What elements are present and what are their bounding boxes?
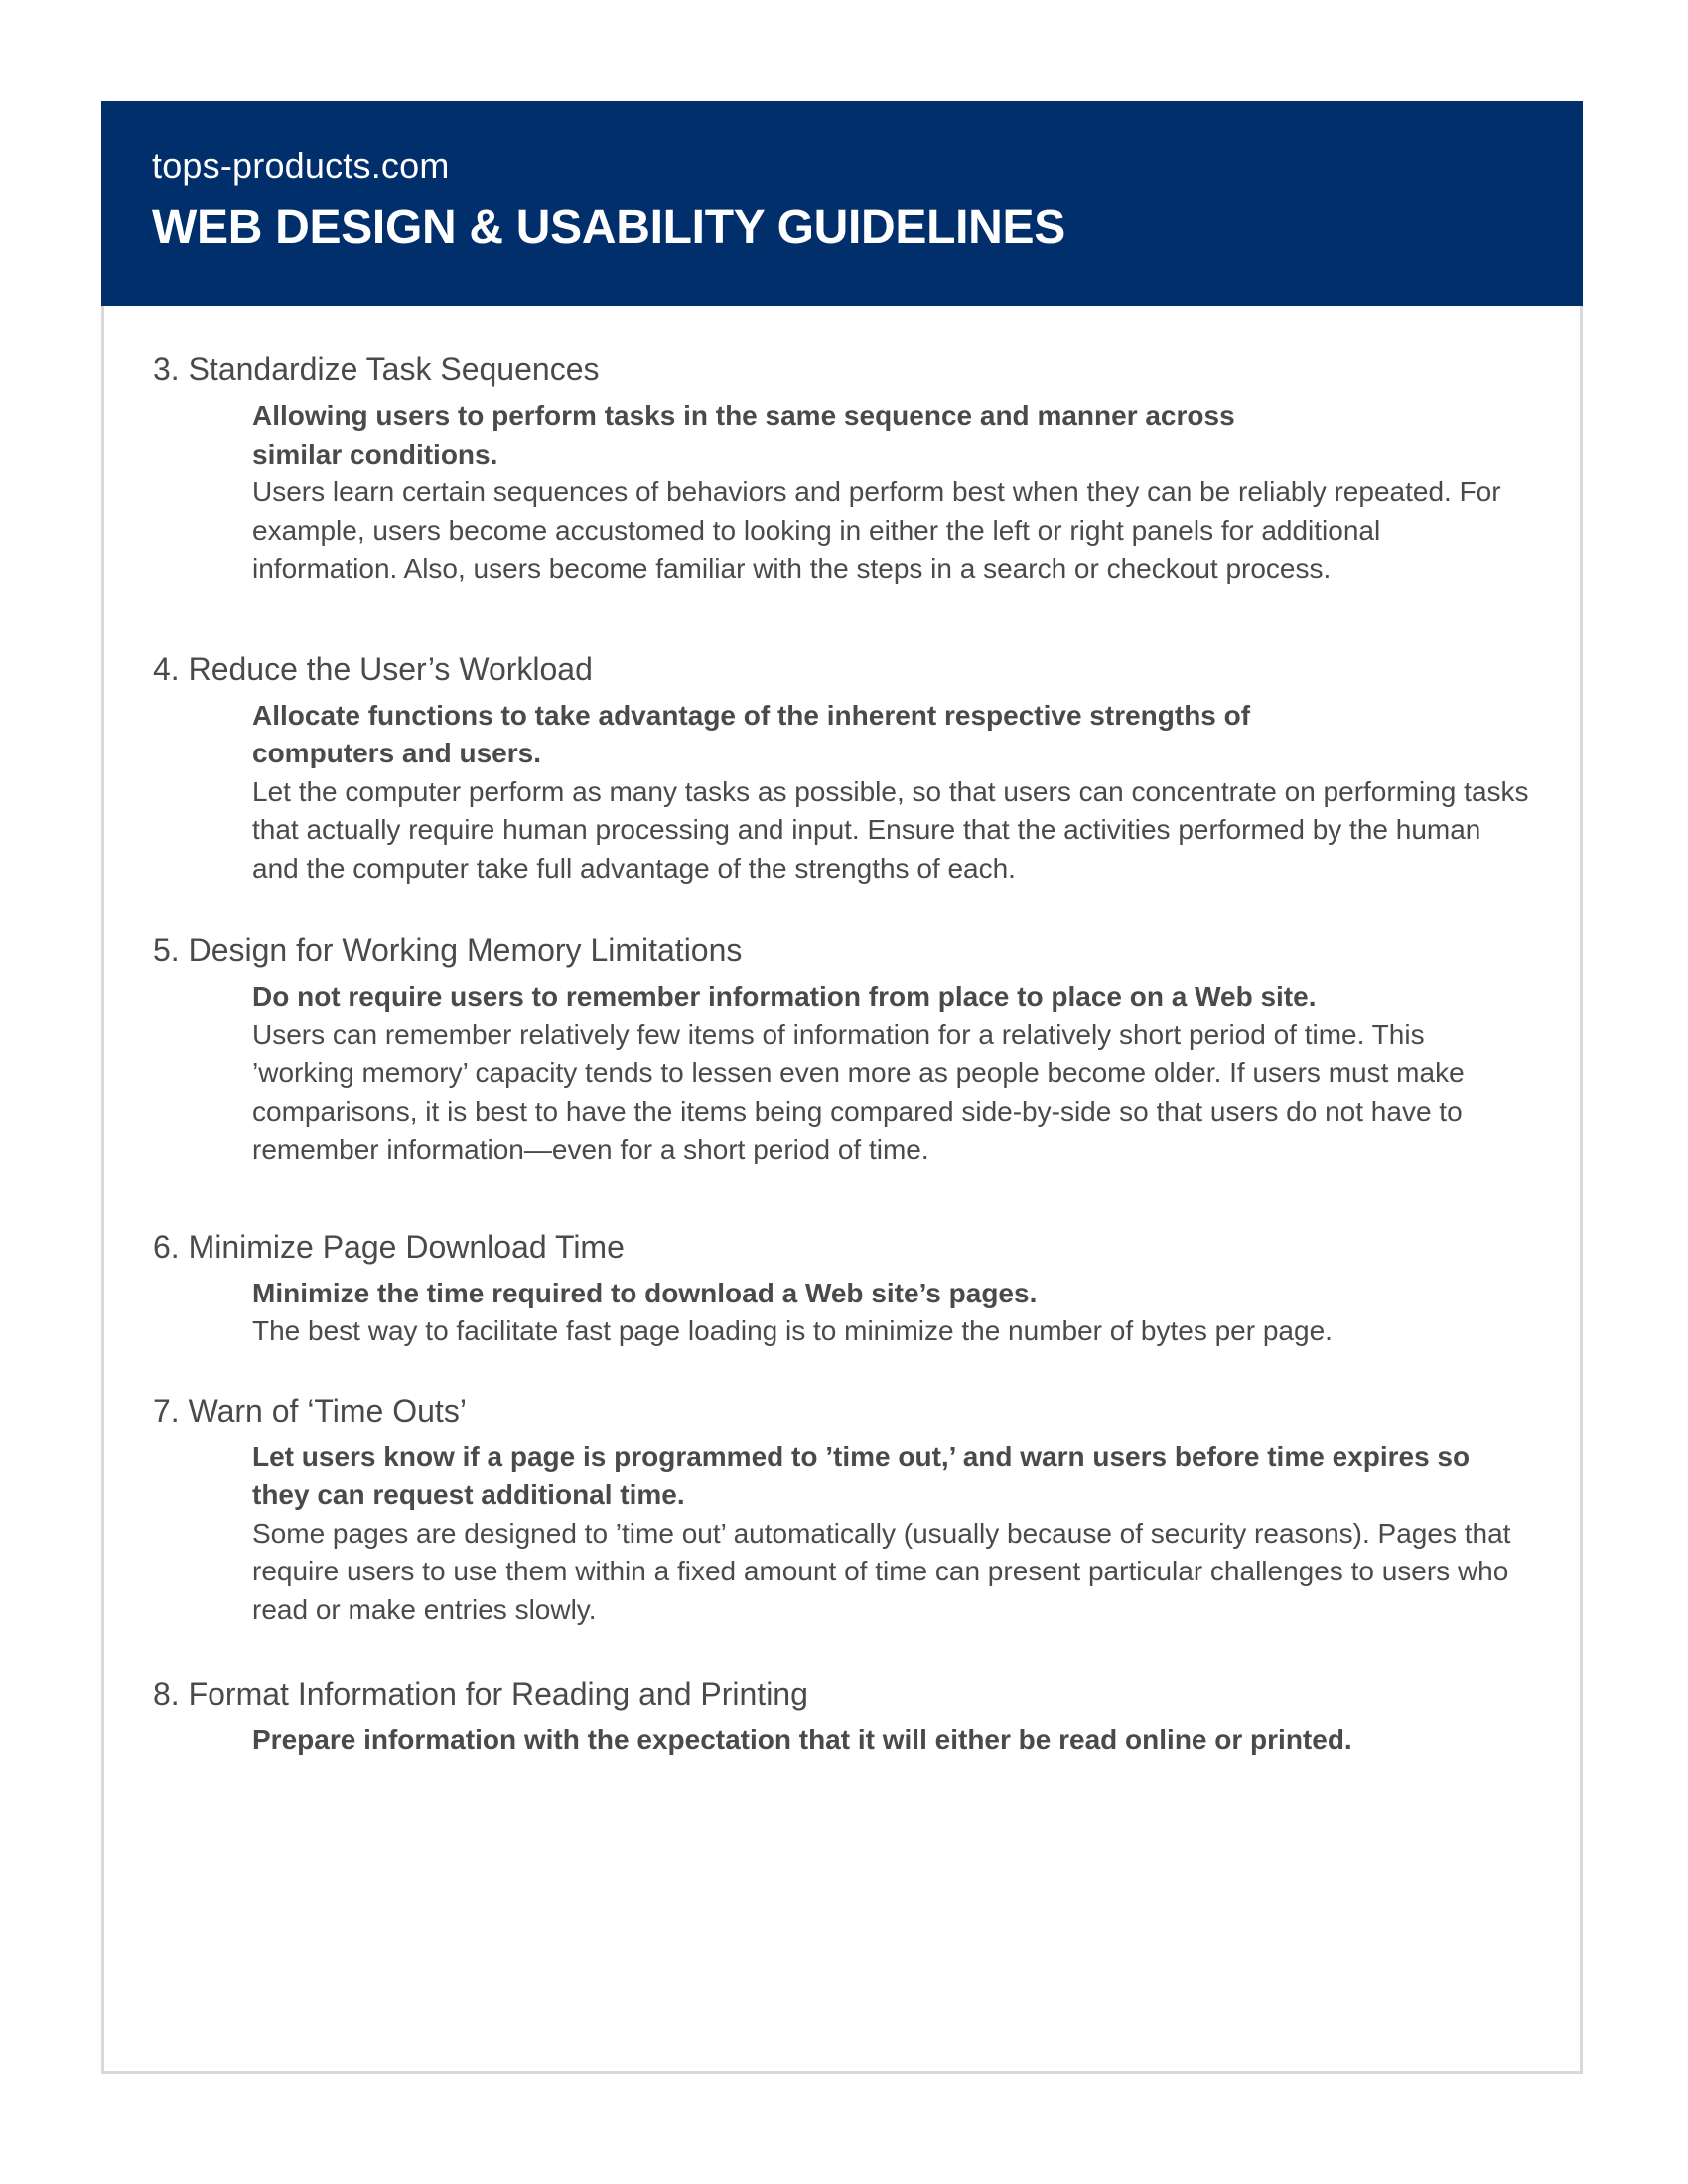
section-summary: Allowing users to perform tasks in the same sequence and manner across similar conditions. xyxy=(252,400,1235,470)
section-body xyxy=(252,978,1523,1169)
guidelines-content xyxy=(153,349,1529,1760)
section-body xyxy=(252,397,1523,589)
section-detail: Some pages are designed to ’time out’ automatically (usually because of security reasons). Pages that require users to use them within a fixed amount of time can present particular challenges to users who read or make entries slowly. xyxy=(252,1517,1511,1625)
guideline-section xyxy=(153,649,1529,888)
section-summary: Do not require users to remember information from place to place on a Web site. xyxy=(252,981,1317,1012)
section-heading: 3. Standardize Task Sequences xyxy=(153,351,600,387)
section-body xyxy=(252,1721,1523,1760)
section-detail: The best way to facilitate fast page loading is to minimize the number of bytes per page. xyxy=(252,1315,1333,1346)
section-summary: Let users know if a page is programmed to ’time out,’ and warn users before time expires so they can request additional time. xyxy=(252,1440,1471,1510)
header-band xyxy=(101,101,1583,306)
section-heading: 5. Design for Working Memory Limitations xyxy=(153,932,743,968)
section-summary: Prepare information with the expectation that it will either be read online or printed. xyxy=(252,1724,1352,1755)
section-detail: Users can remember relatively few items of information for a relatively short period of time. This ’working memory’ capacity tends to lessen even more as people become older. If users must make comparisons, it is best to have the items being compared side-by-side so that users do not have to remember information—even for a short period of time. xyxy=(252,1019,1465,1164)
section-heading: 8. Format Information for Reading and Printing xyxy=(153,1676,808,1711)
guideline-section xyxy=(153,349,1523,589)
site-name: tops-products.com xyxy=(152,145,450,186)
section-detail: Users learn certain sequences of behaviors and perform best when they can be reliably repeated. For example, users become accustomed to looking in either the left or right panels for additional information. Also, users become familiar with the steps in a search or checkout process. xyxy=(252,477,1501,584)
document-title: WEB DESIGN & USABILITY GUIDELINES xyxy=(152,202,1065,254)
guideline-section xyxy=(153,930,1523,1169)
guideline-section xyxy=(153,1391,1523,1630)
section-heading: 7. Warn of ‘Time Outs’ xyxy=(153,1392,467,1429)
section-heading: 4. Reduce the User’s Workload xyxy=(153,650,593,687)
section-heading: 6. Minimize Page Download Time xyxy=(153,1228,625,1265)
section-detail: Let the computer perform as many tasks as possible, so that users can concentrate on performing tasks that actually require human processing and input. Ensure that the activities performed by the human and the computer take full advantage of the strengths of each. xyxy=(252,775,1529,884)
section-summary: Minimize the time required to download a Web site’s pages. xyxy=(252,1277,1038,1308)
section-summary: Allocate functions to take advantage of the inherent respective strengths of computers and users. xyxy=(252,699,1251,768)
section-body xyxy=(252,697,1529,888)
section-body xyxy=(252,1438,1523,1630)
section-body xyxy=(252,1275,1523,1351)
guideline-section xyxy=(153,1227,1523,1351)
guideline-section xyxy=(153,1674,1523,1760)
